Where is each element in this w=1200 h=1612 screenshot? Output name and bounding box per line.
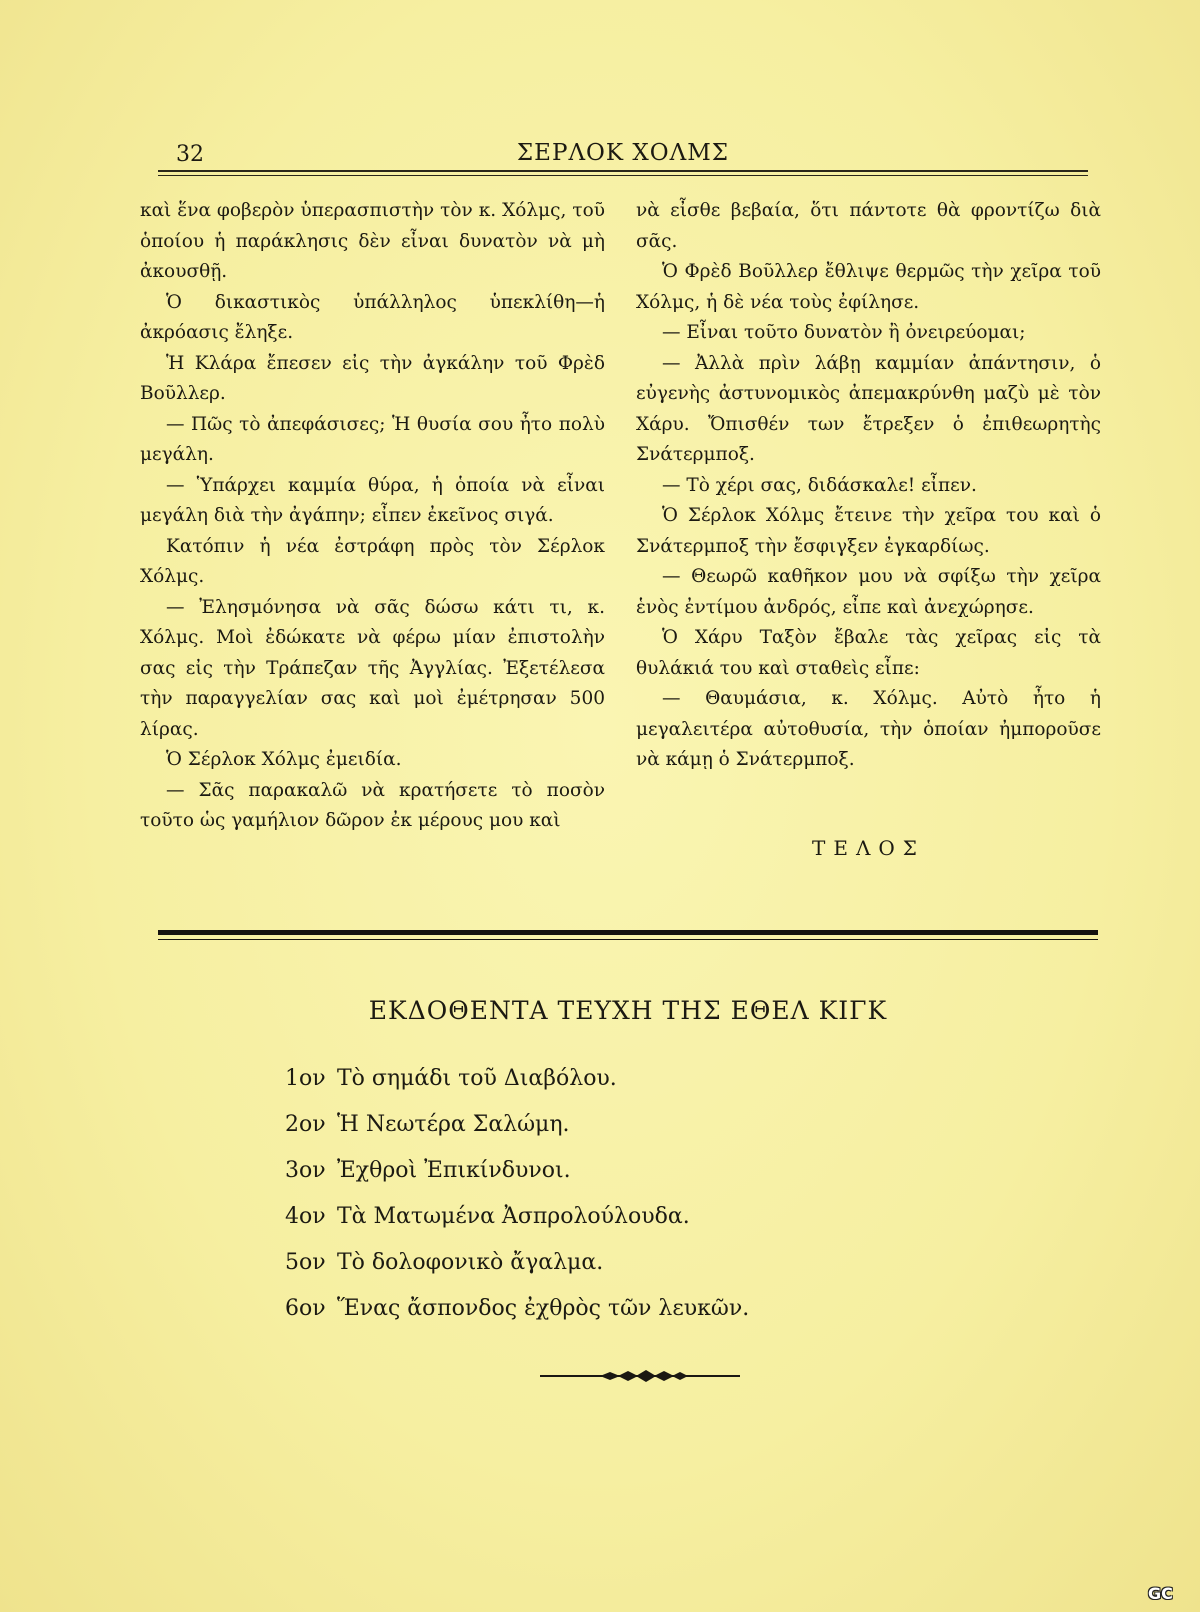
- list-item: [285, 1158, 749, 1204]
- paragraph: νὰ εἶσθε βεβαία, ὅτι πάντοτε θὰ φροντίζω διὰ σᾶς.: [636, 200, 1101, 252]
- paragraph: — Θαυμάσια, κ. Χόλμς. Αὐτὸ ἦτο ἡ μεγαλειτέρα αὐτοθυσία, τὴν ὁποίαν ἠμποροῦσε νὰ κάμῃ ὁ Σνάτερμποξ.: [636, 688, 1101, 770]
- list-item: [285, 1112, 749, 1158]
- issue-number: 3ον: [285, 1158, 326, 1183]
- paragraph: — Τὸ χέρι σας, διδάσκαλε! εἶπεν.: [662, 474, 977, 496]
- left-column: [140, 196, 605, 837]
- header-rule-thin: [158, 175, 1088, 176]
- paragraph: — Θεωρῶ καθῆκον μου νὰ σφίξω τὴν χεῖρα ἑνὸς ἐντίμου ἀνδρός, εἶπε καὶ ἀνεχώρησε.: [636, 566, 1101, 618]
- issue-title: Ἐχθροὶ Ἐπικίνδυνοι.: [337, 1158, 571, 1183]
- list-item: [285, 1250, 749, 1296]
- paragraph: — Ἀλλὰ πρὶν λάβῃ καμμίαν ἀπάντησιν, ὁ εὐγενὴς ἀστυνομικὸς ἀπεμακρύνθη μαζὺ μὲ τὸν Χάρυ. Ὄπισθέν των ἔτρεξεν ὁ ἐπιθεωρητὴς Σνάτερμποξ.: [636, 352, 1101, 465]
- issue-title: Τὰ Ματωμένα Ἀσπρολούλουδα.: [337, 1204, 690, 1229]
- issue-title: Ἡ Νεωτέρα Σαλώμη.: [337, 1112, 570, 1137]
- section-divider-thin: [158, 939, 1098, 940]
- ending-label: ΤΕΛΟΣ: [812, 836, 925, 860]
- issue-number: 6ον: [285, 1296, 326, 1321]
- list-item: [285, 1066, 749, 1112]
- paragraph: — Πῶς τὸ ἀπεφάσισες; Ἡ θυσία σου ἦτο πολὺ μεγάλη.: [140, 413, 605, 465]
- paragraph: Ὁ Φρὲδ Βοῦλλερ ἔθλιψε θερμῶς τὴν χεῖρα τοῦ Χόλμς, ἡ δὲ νέα τοὺς ἐφίλησε.: [636, 261, 1101, 313]
- paragraph: Κατόπιν ἡ νέα ἐστράφη πρὸς τὸν Σέρλοκ Χόλμς.: [140, 535, 605, 587]
- paragraph: — Σᾶς παρακαλῶ νὰ κρατήσετε τὸ ποσὸν τοῦτο ὡς γαμήλιον δῶρον ἐκ μέρους μου καὶ: [140, 779, 605, 831]
- ornament-icon: [540, 1366, 740, 1386]
- section-divider: [158, 930, 1098, 935]
- running-title: ΣΕΡΛΟΚ ΧΟΛΜΣ: [516, 140, 730, 166]
- paragraph: — Ὑπάρχει καμμία θύρα, ἡ ὁποία νὰ εἶναι μεγάλη διὰ τὴν ἀγάπην; εἶπεν ἐκεῖνος σιγά.: [140, 474, 605, 526]
- paragraph: Ὁ Σέρλοκ Χόλμς ἔτεινε τὴν χεῖρα του καὶ ὁ Σνάτερμποξ τὴν ἔσφιγξεν ἐγκαρδίως.: [636, 505, 1101, 557]
- list-item: [285, 1204, 749, 1250]
- page-number: 32: [176, 142, 204, 167]
- list-item: [285, 1296, 749, 1342]
- issue-title: Ἕνας ἄσπονδος ἐχθρὸς τῶν λευκῶν.: [337, 1296, 750, 1321]
- paragraph: Ἡ Κλάρα ἔπεσεν εἰς τὴν ἀγκάλην τοῦ Φρὲδ Βοῦλλερ.: [140, 352, 605, 404]
- issue-title: Τὸ σημάδι τοῦ Διαβόλου.: [337, 1066, 617, 1091]
- paragraph: καὶ ἕνα φοβερὸν ὑπερασπιστὴν τὸν κ. Χόλμς, τοῦ ὁποίου ἡ παράκλησις δὲν εἶναι δυνατὸν νὰ μὴ ἀκουσθῇ.: [140, 200, 605, 282]
- paragraph: — Εἶναι τοῦτο δυνατὸν ἢ ὀνειρεύομαι;: [662, 322, 1026, 343]
- watermark-logo: GC: [1148, 1584, 1173, 1603]
- issues-title: ΕΚΔΟΘΕΝΤΑ ΤΕΥΧΗ ΤΗΣ ΕΘΕΛ ΚΙΓΚ: [368, 996, 888, 1025]
- issue-title: Τὸ δολοφονικὸ ἄγαλμα.: [337, 1250, 604, 1275]
- paragraph: Ὁ Σέρλοκ Χόλμς ἐμειδία.: [166, 749, 402, 770]
- issue-number: 1ον: [285, 1066, 326, 1091]
- paragraph: Ὁ δικαστικὸς ὑπάλληλος ὑπεκλίθη—ἡ ἀκρόασις ἔληξε.: [140, 291, 605, 343]
- right-column: [636, 196, 1101, 776]
- issues-list: [285, 1066, 749, 1342]
- page-header: [158, 138, 1088, 172]
- paragraph: Ὁ Χάρυ Ταξὸν ἔβαλε τὰς χεῖρας εἰς τὰ θυλάκιά του καὶ σταθεὶς εἶπε:: [636, 627, 1101, 679]
- paragraph: — Ἐλησμόνησα νὰ σᾶς δώσω κάτι τι, κ. Χόλμς. Μοὶ ἐδώκατε νὰ φέρω μίαν ἐπιστολὴν σας εἰς τὴν Τράπεζαν τῆς Ἀγγλίας. Ἐξετέλεσα τὴν παραγγελίαν σας καὶ μοὶ ἐμέτρησαν 500 λίρας.: [140, 596, 605, 740]
- issue-number: 4ον: [285, 1204, 326, 1229]
- issue-number: 5ον: [285, 1250, 326, 1275]
- issue-number: 2ον: [285, 1112, 326, 1137]
- header-rule: [158, 170, 1088, 172]
